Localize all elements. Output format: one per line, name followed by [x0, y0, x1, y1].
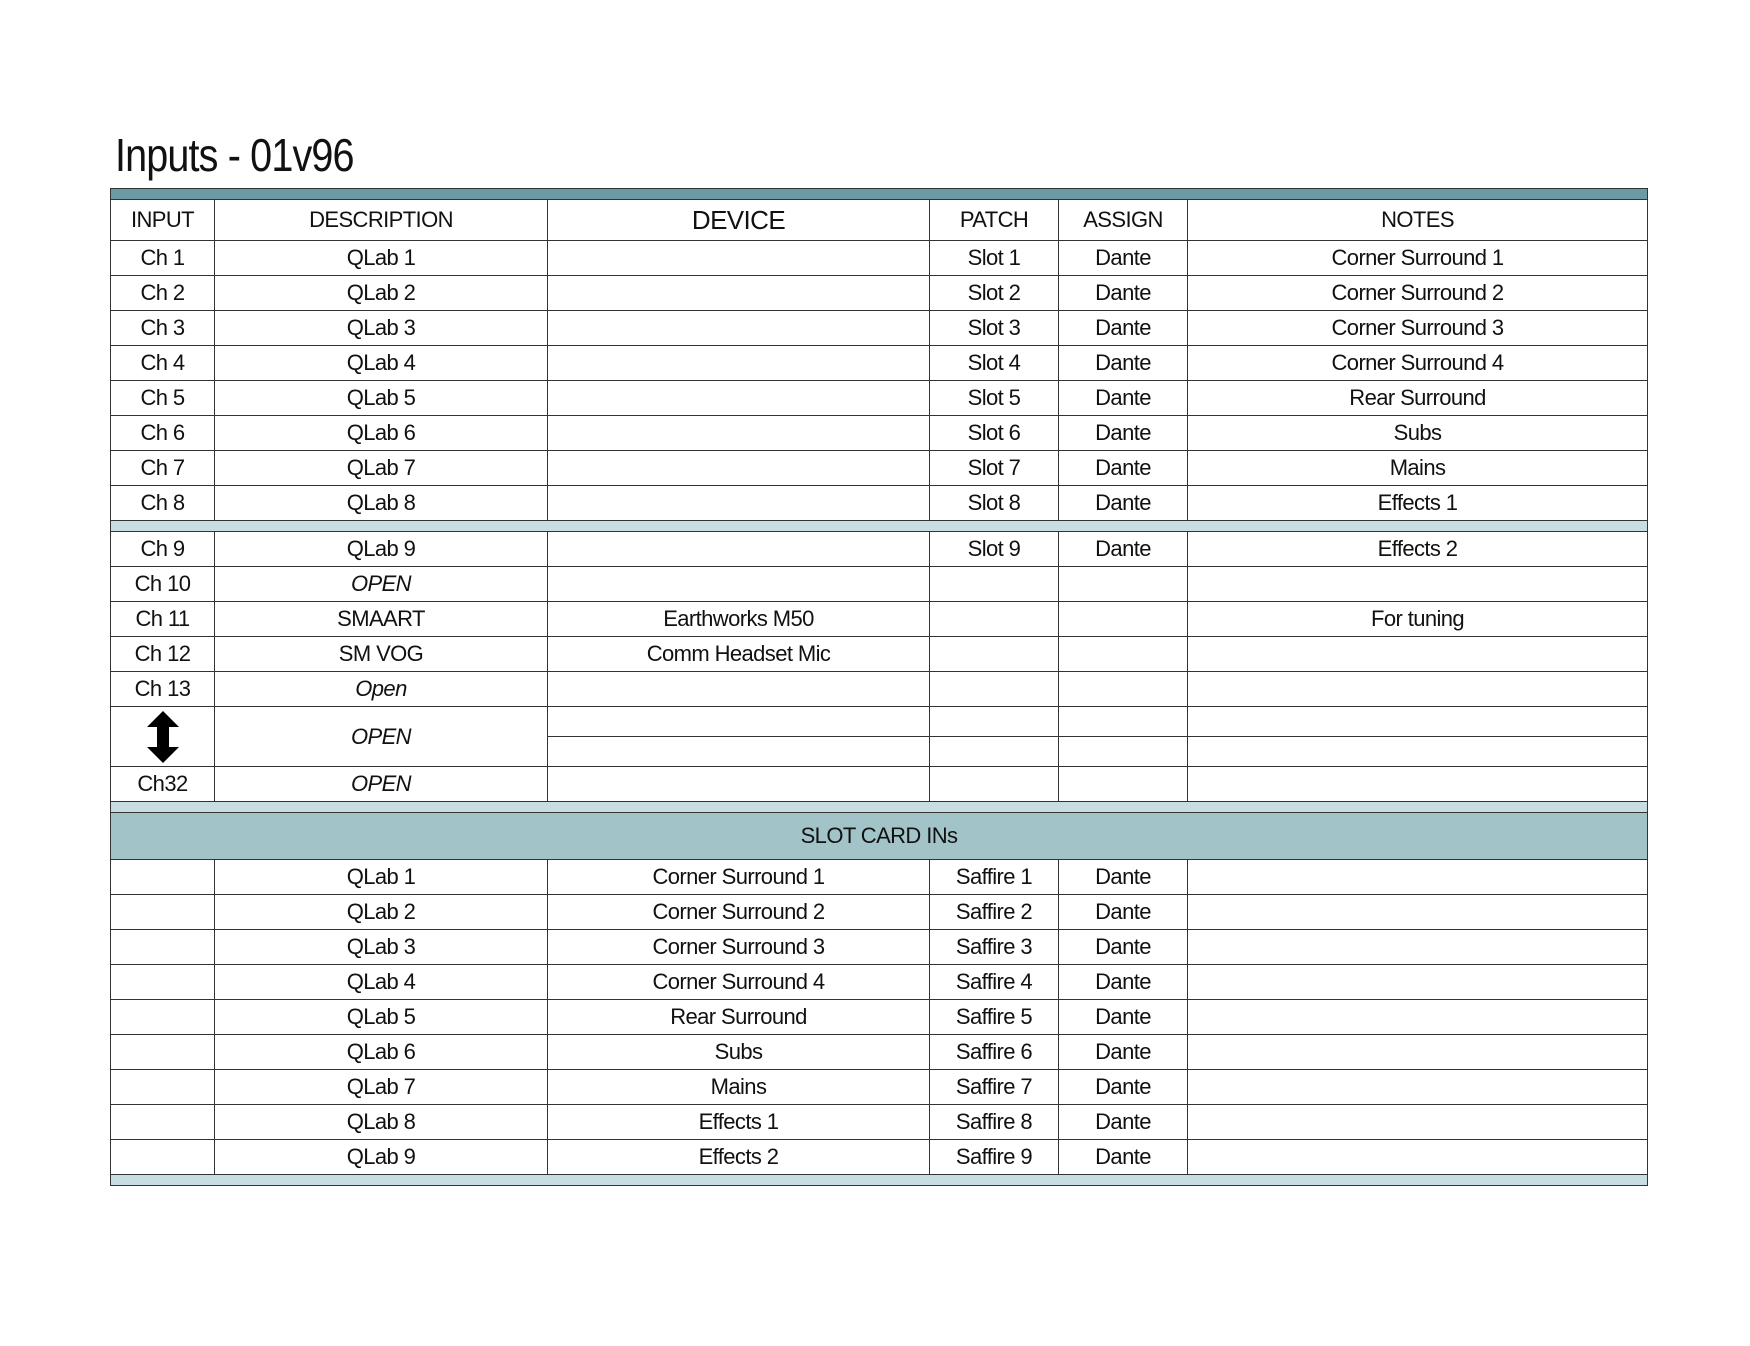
- table-row: [111, 602, 1648, 637]
- device-cell: [548, 241, 930, 276]
- page-title: Inputs - 01v96: [115, 129, 354, 181]
- table-row: [111, 346, 1648, 381]
- notes-cell: [1188, 860, 1648, 895]
- description-cell: SMAART: [215, 602, 548, 637]
- patch-cell: Slot 5: [930, 381, 1059, 416]
- empty-cell: [548, 767, 930, 802]
- assign-cell: [1059, 637, 1188, 672]
- input-cell: Ch 11: [111, 602, 215, 637]
- notes-cell: [1188, 965, 1648, 1000]
- patch-cell: Slot 9: [930, 532, 1059, 567]
- input-cell: Ch 5: [111, 381, 215, 416]
- patch-cell: Slot 3: [930, 311, 1059, 346]
- device-column-header: DEVICE: [548, 200, 930, 241]
- device-cell: Mains: [548, 1070, 930, 1105]
- description-cell: QLab 8: [215, 486, 548, 521]
- table-row: [111, 486, 1648, 521]
- input-cell: Ch 4: [111, 346, 215, 381]
- description-column-header: DESCRIPTION: [215, 200, 548, 241]
- input-cell: Ch 6: [111, 416, 215, 451]
- notes-cell: [1188, 895, 1648, 930]
- assign-cell: Dante: [1059, 416, 1188, 451]
- table-row: [111, 1070, 1648, 1105]
- table-row: [111, 567, 1648, 602]
- notes-column-header: NOTES: [1188, 200, 1648, 241]
- input-cell: Ch 10: [111, 567, 215, 602]
- description-cell: QLab 3: [215, 930, 548, 965]
- input-cell: [111, 965, 215, 1000]
- notes-cell: [1188, 1000, 1648, 1035]
- device-cell: [548, 346, 930, 381]
- table-row: [111, 965, 1648, 1000]
- empty-cell: [548, 707, 930, 737]
- notes-cell: [1188, 672, 1648, 707]
- table-row: [111, 1000, 1648, 1035]
- table-row: [111, 860, 1648, 895]
- input-cell: Ch 8: [111, 486, 215, 521]
- description-cell: QLab 2: [215, 895, 548, 930]
- device-cell: Rear Surround: [548, 1000, 930, 1035]
- table-row: [111, 895, 1648, 930]
- empty-cell: [1059, 737, 1188, 767]
- assign-cell: Dante: [1059, 860, 1188, 895]
- patch-cell: Slot 8: [930, 486, 1059, 521]
- description-cell: QLab 4: [215, 346, 548, 381]
- description-cell: OPEN: [215, 567, 548, 602]
- table-row: [111, 930, 1648, 965]
- patch-cell: Saffire 2: [930, 895, 1059, 930]
- input-cell: Ch 1: [111, 241, 215, 276]
- description-cell: QLab 6: [215, 416, 548, 451]
- patch-cell: [930, 602, 1059, 637]
- notes-cell: [1188, 1140, 1648, 1175]
- input-cell: Ch 7: [111, 451, 215, 486]
- up-down-arrow-icon: [147, 711, 179, 763]
- device-cell: Corner Surround 1: [548, 860, 930, 895]
- description-cell: OPEN: [215, 767, 548, 802]
- device-cell: Effects 1: [548, 1105, 930, 1140]
- notes-cell: Corner Surround 3: [1188, 311, 1648, 346]
- patch-cell: Saffire 3: [930, 930, 1059, 965]
- notes-cell: Rear Surround: [1188, 381, 1648, 416]
- notes-cell: Effects 1: [1188, 486, 1648, 521]
- device-cell: Corner Surround 3: [548, 930, 930, 965]
- description-cell: QLab 9: [215, 532, 548, 567]
- assign-cell: [1059, 672, 1188, 707]
- table-row: [111, 416, 1648, 451]
- assign-cell: Dante: [1059, 381, 1188, 416]
- notes-cell: Corner Surround 1: [1188, 241, 1648, 276]
- assign-cell: Dante: [1059, 965, 1188, 1000]
- patch-cell: Saffire 9: [930, 1140, 1059, 1175]
- table-row: [111, 532, 1648, 567]
- assign-cell: Dante: [1059, 451, 1188, 486]
- empty-cell: [548, 737, 930, 767]
- description-cell: QLab 1: [215, 241, 548, 276]
- description-cell: QLab 7: [215, 451, 548, 486]
- table-separator: [111, 521, 1648, 532]
- device-cell: [548, 381, 930, 416]
- table-row: [111, 767, 1648, 802]
- empty-cell: [1188, 767, 1648, 802]
- input-cell: [111, 1140, 215, 1175]
- description-cell: QLab 9: [215, 1140, 548, 1175]
- section-title: SLOT CARD INs: [111, 813, 1648, 860]
- input-cell: Ch 13: [111, 672, 215, 707]
- input-cell: [111, 1000, 215, 1035]
- table-footer-bar: [111, 1175, 1648, 1186]
- assign-cell: Dante: [1059, 895, 1188, 930]
- assign-cell: Dante: [1059, 532, 1188, 567]
- device-cell: Corner Surround 4: [548, 965, 930, 1000]
- table-row: [111, 276, 1648, 311]
- input-cell: [111, 895, 215, 930]
- table-row: [111, 637, 1648, 672]
- table-separator: [111, 802, 1648, 813]
- table-row: [111, 1105, 1648, 1140]
- empty-cell: [930, 767, 1059, 802]
- description-cell: OPEN: [215, 707, 548, 767]
- empty-cell: [930, 737, 1059, 767]
- device-cell: [548, 276, 930, 311]
- notes-cell: Subs: [1188, 416, 1648, 451]
- table-row: [111, 241, 1648, 276]
- notes-cell: [1188, 1105, 1648, 1140]
- assign-cell: Dante: [1059, 241, 1188, 276]
- description-cell: QLab 7: [215, 1070, 548, 1105]
- input-cell: Ch 9: [111, 532, 215, 567]
- table-row: [111, 672, 1648, 707]
- assign-cell: [1059, 602, 1188, 637]
- column-header-row: [111, 200, 1648, 241]
- input-cell: [111, 1035, 215, 1070]
- input-cell: Ch 3: [111, 311, 215, 346]
- notes-cell: Mains: [1188, 451, 1648, 486]
- patch-cell: Slot 7: [930, 451, 1059, 486]
- description-cell: QLab 6: [215, 1035, 548, 1070]
- patch-cell: Saffire 1: [930, 860, 1059, 895]
- range-row: [111, 707, 1648, 737]
- description-cell: SM VOG: [215, 637, 548, 672]
- device-cell: [548, 311, 930, 346]
- description-cell: QLab 2: [215, 276, 548, 311]
- empty-cell: [1059, 707, 1188, 737]
- device-cell: [548, 451, 930, 486]
- empty-cell: [1188, 737, 1648, 767]
- device-cell: Earthworks M50: [548, 602, 930, 637]
- assign-cell: [1059, 567, 1188, 602]
- patch-cell: Saffire 4: [930, 965, 1059, 1000]
- patch-cell: Saffire 5: [930, 1000, 1059, 1035]
- header-color-bar: [111, 189, 1648, 200]
- input-cell: Ch 2: [111, 276, 215, 311]
- patch-cell: [930, 637, 1059, 672]
- empty-cell: [930, 707, 1059, 737]
- device-cell: Subs: [548, 1035, 930, 1070]
- input-cell: [111, 1105, 215, 1140]
- patch-cell: Slot 6: [930, 416, 1059, 451]
- description-cell: QLab 1: [215, 860, 548, 895]
- assign-cell: Dante: [1059, 346, 1188, 381]
- assign-cell: Dante: [1059, 311, 1188, 346]
- table-row: [111, 1035, 1648, 1070]
- device-cell: Comm Headset Mic: [548, 637, 930, 672]
- device-cell: [548, 486, 930, 521]
- input-cell: Ch 12: [111, 637, 215, 672]
- assign-cell: Dante: [1059, 486, 1188, 521]
- patch-cell: [930, 672, 1059, 707]
- description-cell: QLab 4: [215, 965, 548, 1000]
- assign-cell: Dante: [1059, 1105, 1188, 1140]
- table-row: [111, 1140, 1648, 1175]
- device-cell: Corner Surround 2: [548, 895, 930, 930]
- description-cell: Open: [215, 672, 548, 707]
- assign-cell: Dante: [1059, 1000, 1188, 1035]
- table-row: [111, 381, 1648, 416]
- empty-cell: [1188, 707, 1648, 737]
- notes-cell: Effects 2: [1188, 532, 1648, 567]
- patch-cell: Slot 2: [930, 276, 1059, 311]
- patch-cell: Slot 1: [930, 241, 1059, 276]
- assign-cell: Dante: [1059, 276, 1188, 311]
- device-cell: [548, 416, 930, 451]
- input-cell: Ch32: [111, 767, 215, 802]
- notes-cell: For tuning: [1188, 602, 1648, 637]
- input-cell: [111, 930, 215, 965]
- range-arrow-cell: [111, 707, 215, 767]
- slot-card-section-header: [111, 813, 1648, 860]
- description-cell: QLab 3: [215, 311, 548, 346]
- input-cell: [111, 860, 215, 895]
- patch-cell: Saffire 8: [930, 1105, 1059, 1140]
- table-row: [111, 311, 1648, 346]
- patch-cell: [930, 567, 1059, 602]
- patch-cell: Slot 4: [930, 346, 1059, 381]
- device-cell: [548, 672, 930, 707]
- notes-cell: [1188, 1070, 1648, 1105]
- description-cell: QLab 5: [215, 1000, 548, 1035]
- device-cell: [548, 567, 930, 602]
- assign-cell: Dante: [1059, 1070, 1188, 1105]
- description-cell: QLab 5: [215, 381, 548, 416]
- assign-cell: Dante: [1059, 930, 1188, 965]
- empty-cell: [1059, 767, 1188, 802]
- input-cell: [111, 1070, 215, 1105]
- device-cell: Effects 2: [548, 1140, 930, 1175]
- patch-column-header: PATCH: [930, 200, 1059, 241]
- table-row: [111, 451, 1648, 486]
- notes-cell: [1188, 567, 1648, 602]
- patch-cell: Saffire 7: [930, 1070, 1059, 1105]
- assign-cell: Dante: [1059, 1140, 1188, 1175]
- input-column-header: INPUT: [111, 200, 215, 241]
- assign-column-header: ASSIGN: [1059, 200, 1188, 241]
- notes-cell: [1188, 930, 1648, 965]
- notes-cell: [1188, 1035, 1648, 1070]
- patch-cell: Saffire 6: [930, 1035, 1059, 1070]
- notes-cell: Corner Surround 4: [1188, 346, 1648, 381]
- notes-cell: Corner Surround 2: [1188, 276, 1648, 311]
- description-cell: QLab 8: [215, 1105, 548, 1140]
- assign-cell: Dante: [1059, 1035, 1188, 1070]
- notes-cell: [1188, 637, 1648, 672]
- device-cell: [548, 532, 930, 567]
- inputs-table: [110, 188, 1648, 1186]
